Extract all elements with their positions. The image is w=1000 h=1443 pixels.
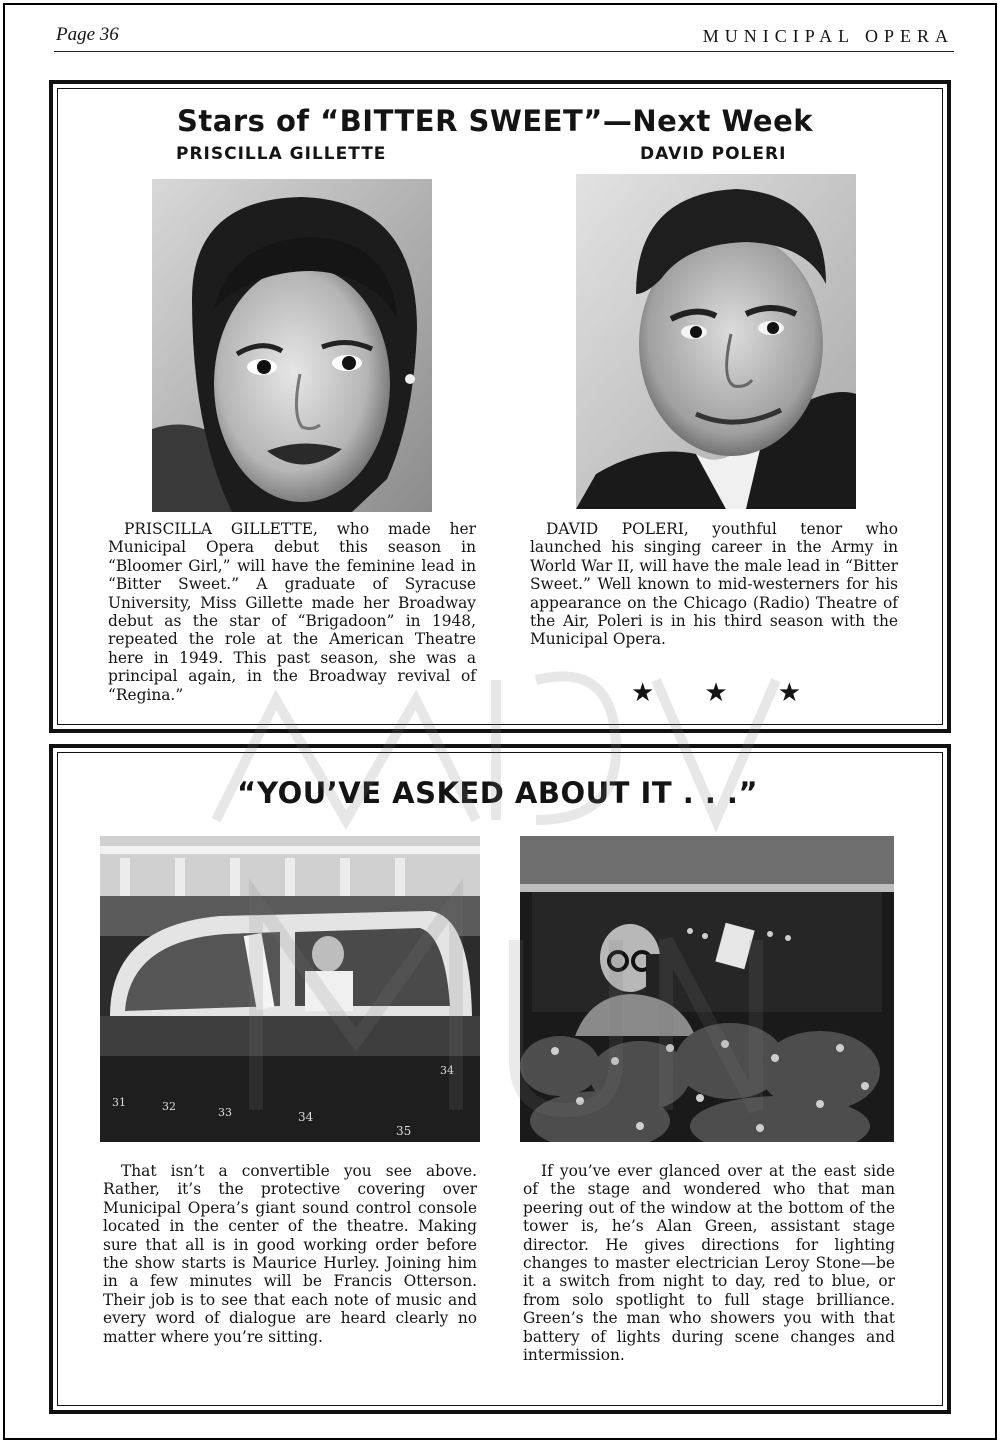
seat-number: 34 <box>440 1064 454 1077</box>
stars-section <box>49 80 951 733</box>
header-rule <box>54 51 954 52</box>
star-icon: ★ <box>777 678 801 708</box>
stage-tower-window-photo <box>520 836 894 1142</box>
gillette-portrait-photo <box>152 179 432 512</box>
stars-headline: Stars of “BITTER SWEET”—Next Week <box>177 104 814 138</box>
poleri-name: DAVID POLERI <box>640 144 787 164</box>
sound-console-photo <box>100 836 480 1142</box>
stage-tower-text: If you’ve ever glanced over at the east side of the stage and wondered who that man peering out of the window at the bottom of the tower is, he’s Alan Green, assistant stage director. He gives directions for lighting changes to master electrician Leroy Stone—be it a switch from night to day, red to blue, or from solo spotlight to full stage brilliance. Green’s the man who showers you with that battery of lights during scene changes and intermission. <box>523 1162 895 1365</box>
publication-title: MUNICIPAL OPERA <box>702 26 954 46</box>
sound-console-text: That isn’t a convertible you see above. Rather, it’s the protective covering over Municipal Opera’s giant sound control console located in the center of the theatre. Making sure that all is in good working order before the show starts is Maurice Hurley. Joining him in a few minutes will be Francis Otterson. Their job is to see that each note of music and every word of dialogue are heard clearly no matter where you’re sitting. <box>103 1162 477 1346</box>
seat-number: 34 <box>298 1110 314 1124</box>
seat-number: 33 <box>218 1106 232 1119</box>
gillette-name: PRISCILLA GILLETTE <box>176 144 387 164</box>
page-number: Page 36 <box>56 24 119 45</box>
seat-number: 31 <box>112 1096 126 1109</box>
asked-headline: “YOU’VE ASKED ABOUT IT . . .” <box>237 776 759 810</box>
asked-section <box>49 744 951 1414</box>
poleri-bio-text: DAVID POLERI, youthful tenor who launched his singing career in the Army in World War II, will have the male lead in “Bitter Sweet.” Well known to mid-westerners for his appearance on the Chicago (Radio) Theatre of the Air, Poleri is in his third season with the Municipal Opera. <box>530 520 898 649</box>
star-ornament-row <box>631 680 801 706</box>
star-icon: ★ <box>704 678 728 708</box>
seat-number: 35 <box>396 1124 412 1138</box>
star-icon: ★ <box>631 678 655 708</box>
poleri-portrait-photo <box>576 174 856 509</box>
gillette-bio-text: PRISCILLA GILLETTE, who made her Municipal Opera debut this season in “Bloomer Girl,” will have the feminine lead in “Bitter Sweet.” A graduate of Syracuse University, Miss Gillette made her Broadway debut as the star of “Brigadoon” in 1948, repeated the role at the American Theatre here in 1949. This past season, she was a principal again, in the Broadway revival of “Regina.” <box>108 520 476 704</box>
seat-number: 32 <box>162 1100 176 1113</box>
